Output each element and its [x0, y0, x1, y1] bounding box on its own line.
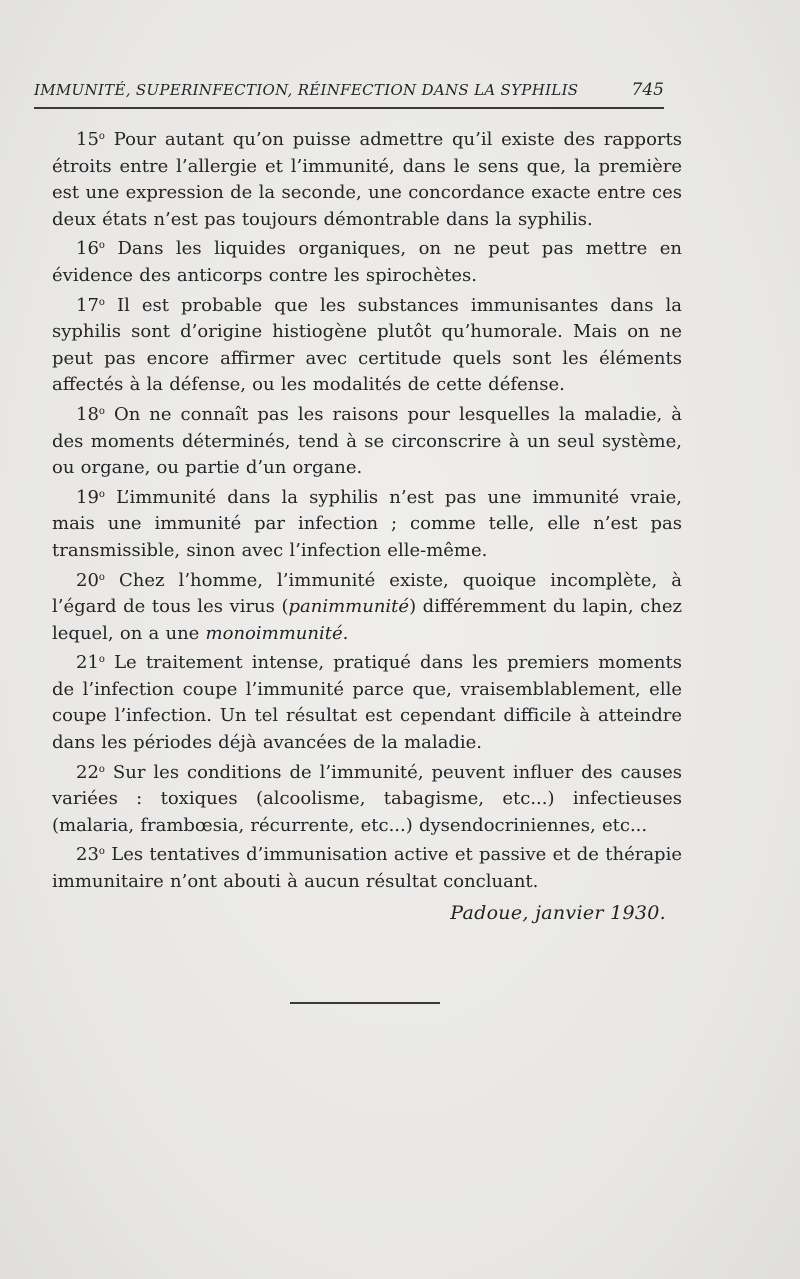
- conclusion-20: [52, 565, 682, 648]
- item-text-lead: Chez l’homme, l’immunité existe, quoique incomplète, à l’égard de tous les virus (: [52, 569, 682, 618]
- item-number: 23$^o$: [76, 844, 105, 866]
- conclusion-23: [52, 839, 682, 895]
- item-text: Dans les liquides organiques, on ne peut pas mettre en évidence des anticorps contre les spirochètes.: [52, 238, 682, 286]
- conclusion-22: [52, 757, 682, 840]
- page-header: [34, 81, 664, 105]
- item-number: 22$^o$: [76, 761, 105, 783]
- item-number: 15$^o$: [76, 129, 105, 150]
- item-text: L’immunité dans la syphilis n’est pas une immunité vraie, mais une immunité par infection ; comme telle, elle n’est pas transmissible, sinon avec l’infection elle-même.: [52, 486, 682, 561]
- place-date-signature: Padoue, janvier 1930.: [450, 901, 666, 924]
- page-number: 745: [631, 80, 664, 100]
- item-text: Les tentatives d’immunisation active et passive et de thérapie immunitaire n’ont abouti à aucun résultat concluant.: [52, 844, 682, 893]
- item-text-middle: ) différemment du lapin, chez lequel, on a une: [52, 596, 682, 644]
- conclusion-17: [52, 290, 682, 399]
- item-number: 16$^o$: [76, 238, 105, 260]
- item-text: Il est probable que les substances immunisantes dans la syphilis sont d’origine histiogène plutôt qu’humorale. Mais on ne peut pas encore affirmer avec certitude quels sont les éléments affectés à la défense, ou les modalités de cette défense.: [52, 294, 682, 396]
- item-number: 21$^o$: [76, 652, 105, 674]
- item-number: 18$^o$: [76, 403, 105, 425]
- header-rule: [34, 107, 664, 109]
- body-text: [52, 124, 682, 927]
- conclusion-18: [52, 399, 682, 482]
- item-text: On ne connaît pas les raisons pour lesquelles la maladie, à des moments déterminés, tend à se circonscrire à un seul système, ou organe, ou partie d’un organe.: [52, 403, 682, 479]
- item-number: 17$^o$: [76, 294, 105, 316]
- end-rule: [290, 1002, 440, 1004]
- running-head: IMMUNITÉ, SUPERINFECTION, RÉINFECTION DANS LA SYPHILIS: [34, 81, 579, 99]
- conclusion-15: [52, 124, 682, 233]
- item-text: Le traitement intense, pratiqué dans les premiers moments de l’infection coupe l’immunité parce que, vraisemblablement, elle coupe l’infection. Un tel résultat est cependant difficile à atteindre dans les périodes déjà avancées de la maladie.: [52, 652, 682, 754]
- item-number: 19$^o$: [76, 486, 105, 508]
- item-text-tail: .: [342, 622, 349, 644]
- italic-term-panimmunite: panimmunité: [288, 596, 410, 618]
- conclusion-16: [52, 233, 682, 289]
- item-text: Sur les conditions de l’immunité, peuvent influer des causes variées : toxiques (alcoolisme, tabagisme, etc...) infectieuses (malaria, frambœsia, récurrente, etc...) dysendocriniennes, etc...: [52, 761, 682, 836]
- conclusion-21: [52, 647, 682, 756]
- item-number: 20$^o$: [76, 569, 105, 591]
- conclusion-19: [52, 482, 682, 565]
- item-text: Pour autant qu’on puisse admettre qu’il existe des rapports étroits entre l’allergie et l’immunité, dans le sens que, la première est une expression de la seconde, une concordance exacte entre ces deux états n’est pas toujours démontrable dans la syphilis.: [52, 129, 682, 230]
- italic-term-monoimmunite: monoimmunité: [205, 622, 343, 644]
